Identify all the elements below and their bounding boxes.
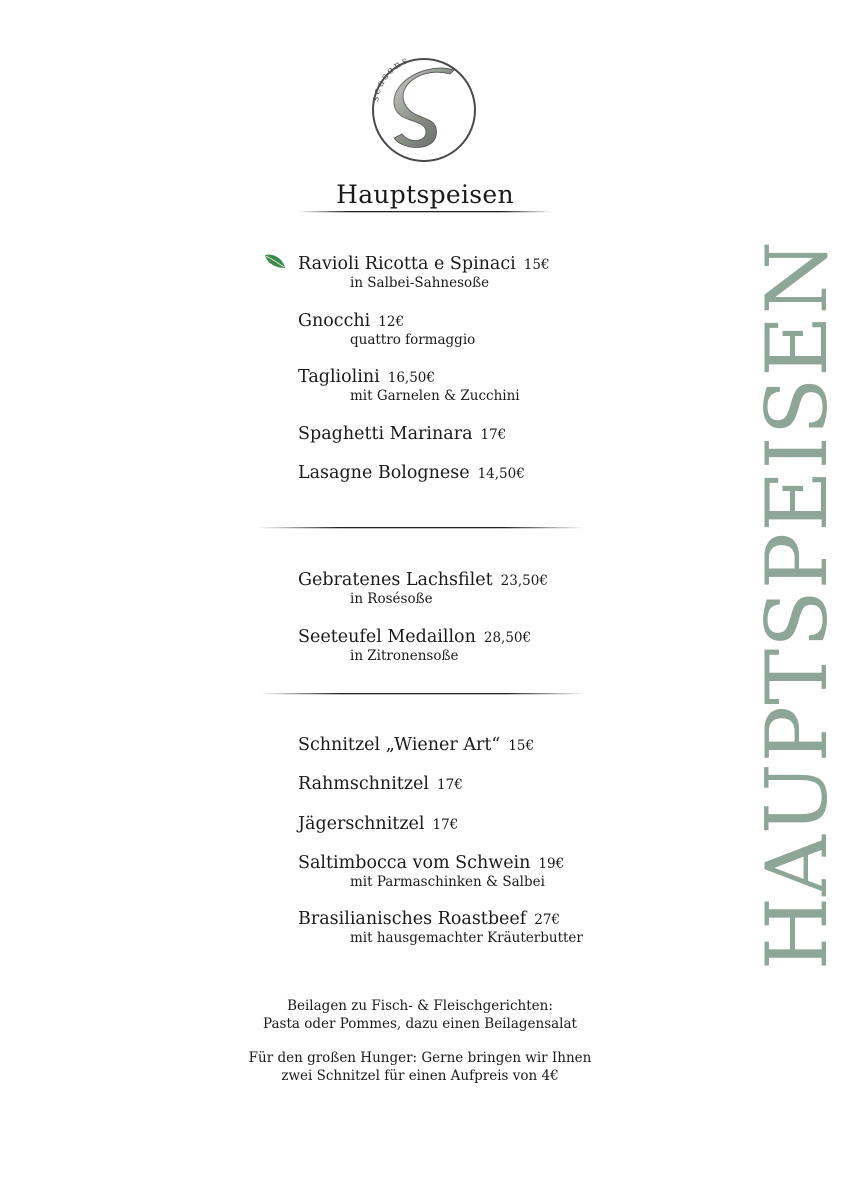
- menu-item: [298, 463, 525, 483]
- item-description: quattro formaggio: [350, 332, 476, 348]
- item-price: 17€: [432, 817, 459, 833]
- item-name: Rahmschnitzel: [298, 774, 430, 794]
- note-line: Pasta oder Pommes, dazu einen Beilagensalat: [263, 1016, 577, 1032]
- item-price: 27€: [534, 912, 561, 928]
- item-price: 15€: [508, 738, 535, 754]
- note-line: Beilagen zu Fisch- & Fleischgerichten:: [287, 998, 553, 1014]
- menu-item: [298, 254, 550, 291]
- menu-item: [298, 853, 564, 890]
- hunger-note: [230, 1049, 610, 1085]
- section-divider: [260, 692, 586, 695]
- menu-item: [298, 814, 458, 834]
- note-line: zwei Schnitzel für einen Aufpreis von 4€: [281, 1068, 559, 1084]
- item-name: Schnitzel „Wiener Art“: [298, 735, 501, 755]
- seasons-logo: [362, 48, 484, 166]
- item-price: 14,50€: [477, 466, 525, 482]
- item-price: 19€: [538, 856, 565, 872]
- item-price: 17€: [480, 427, 507, 443]
- page-title: Hauptspeisen: [336, 180, 514, 209]
- item-price: 28,50€: [483, 630, 532, 646]
- menu-item: [298, 735, 534, 755]
- side-dish-note: [230, 997, 610, 1033]
- item-name: Brasilianisches Roastbeef: [298, 909, 527, 929]
- menu-item: [298, 570, 548, 607]
- menu-item: [298, 774, 463, 794]
- item-name: Spaghetti Marinara: [298, 424, 473, 444]
- menu-item: [298, 627, 531, 664]
- side-title: HAUPTSPEISEN: [748, 239, 846, 971]
- item-name: Lasagne Bolognese: [298, 463, 470, 483]
- item-price: 17€: [437, 777, 463, 793]
- title-divider: [298, 210, 552, 213]
- logo-text: seasons: [370, 54, 411, 103]
- item-name: Gebratenes Lachsfilet: [298, 570, 493, 590]
- item-description: in Rosésoße: [350, 591, 433, 607]
- item-name: Gnocchi: [298, 311, 371, 331]
- item-price: 16,50€: [387, 370, 435, 386]
- note-line: Für den großen Hunger: Gerne bringen wir Ihnen: [248, 1050, 592, 1066]
- item-description: in Salbei-Sahnesoße: [350, 275, 490, 291]
- item-description: mit Parmaschinken & Salbei: [350, 874, 545, 890]
- item-description: mit hausgemachter Kräuterbutter: [350, 930, 583, 946]
- item-name: Jägerschnitzel: [298, 814, 425, 834]
- item-name: Tagliolini: [298, 367, 380, 387]
- section-divider: [258, 526, 584, 529]
- item-price: 12€: [378, 314, 405, 330]
- menu-item: [298, 311, 475, 348]
- menu-item: [298, 909, 583, 946]
- item-price: 23,50€: [500, 573, 548, 589]
- item-description: mit Garnelen & Zucchini: [350, 388, 520, 404]
- item-price: 15€: [523, 257, 550, 273]
- menu-item: [298, 424, 506, 444]
- menu-item: [298, 367, 520, 404]
- item-name: Seeteufel Medaillon: [298, 627, 476, 647]
- leaf-icon: [263, 252, 287, 272]
- item-description: in Zitronensoße: [350, 648, 459, 664]
- item-name: Saltimbocca vom Schwein: [298, 853, 531, 873]
- item-name: Ravioli Ricotta e Spinaci: [298, 254, 516, 274]
